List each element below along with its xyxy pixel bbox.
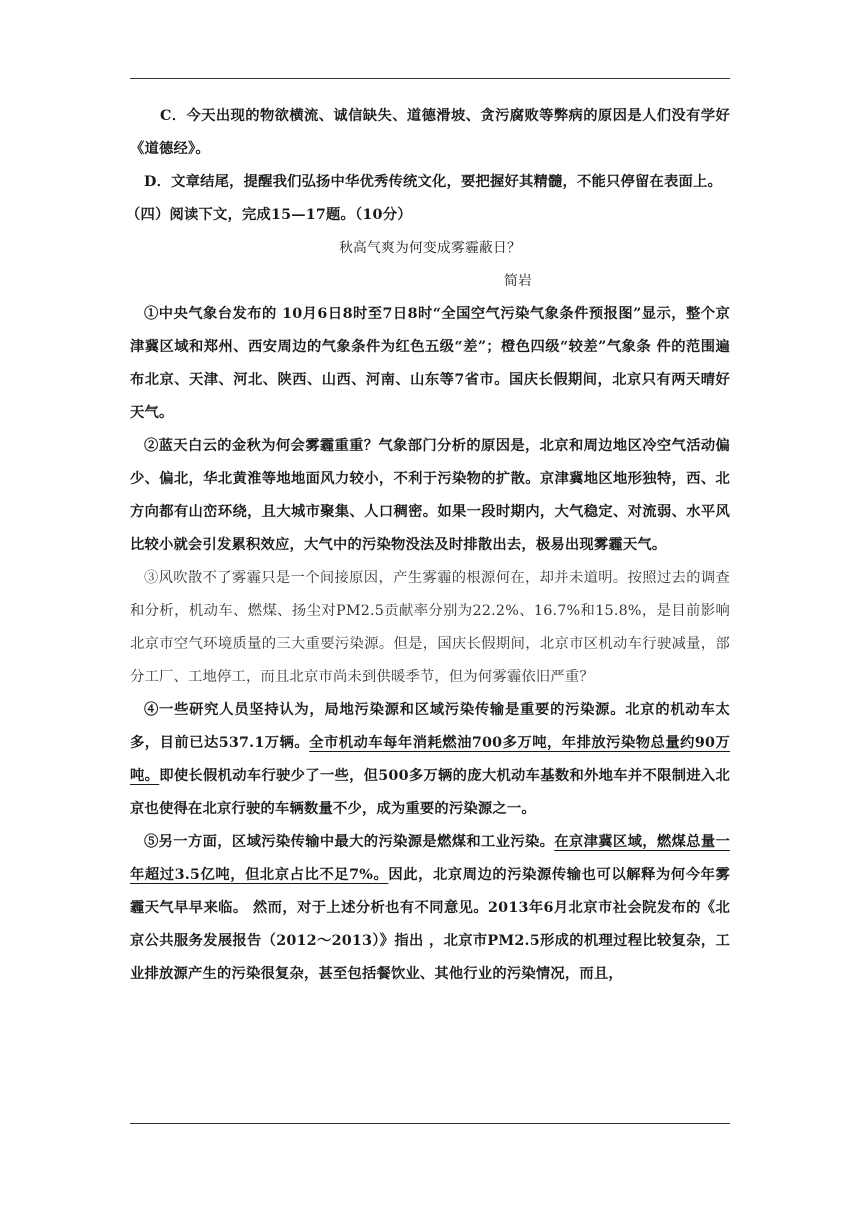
option-c: C．今天出现的物欲横流、诚信缺失、道德滑坡、贪污腐败等弊病的原因是人们没有学好《道德经》。	[130, 108, 730, 157]
paragraph-4-underlined: 全市机动车每年消耗燃油700多万吨，年排放污染物总量约90万吨。	[130, 735, 730, 784]
paragraph-1: ①中央气象台发布的 10月6日8时至7日8时“全国空气污染气象条件预报图”显示，整个京津冀区域和郑州、西安周边的气象条件为红色五级“差”；橙色四级“较差”气象条 件的范围遍布北京、天津、河北、陕西、山西、河南、山东等7省市。国庆长假期间，北京只有两天晴好天气。	[130, 306, 730, 421]
option-d: D．文章结尾，提醒我们弘扬中华优秀传统文化，要把握好其精髓，不能只停留在表面上。	[144, 174, 722, 190]
article-title: 秋高气爽为何变成雾霾蔽日？	[339, 240, 521, 256]
section-heading: （四）阅读下文，完成15—17题。（10分）	[126, 207, 412, 223]
footer-rule	[130, 1123, 730, 1124]
page-content	[126, 100, 731, 991]
article-author: 简岩	[504, 273, 532, 289]
paragraph-5-text-c: 然而，对于上述分析也有不同意见。2013年6月北京市社会院发布的《北京公共服务发展报告（2012～2013）》指出 ，北京市PM2.5形成的机理过程比较复杂，工业排放源产生的污染很复杂，甚至包括餐饮业、其他行业的污染情况，而且，	[130, 900, 730, 982]
paragraph-5	[130, 826, 730, 991]
paragraph-5-text-a: ⑤另一方面，区域污染传输中最大的污染源是燃煤和工业污染。	[144, 834, 555, 850]
paragraph-5-text-b: 因此，北京周边的污染源传输也可以解释为何今年雾霾天气早早来临。	[130, 867, 730, 916]
paragraph-5-underlined: 在京津冀区域，燃煤总量一年超过3.5亿吨，但北京占比不足7%。	[130, 834, 730, 883]
header-rule	[130, 78, 730, 79]
paragraph-4	[130, 694, 730, 826]
paragraph-2: ②蓝天白云的金秋为何会雾霾重重？气象部门分析的原因是，北京和周边地区冷空气活动偏少、偏北，华北黄淮等地地面风力较小，不利于污染物的扩散。京津冀地区地形独特，西、北方向都有山峦环绕，且大城市聚集、人口稠密。如果一段时期内，大气稳定、对流弱、水平风比较小就会引发累积效应，大气中的污染物没法及时排散出去，极易出现雾霾天气。	[130, 438, 730, 553]
paragraph-4-text-a: ④一些研究人员坚持认为，局地污染源和区域污染传输是重要的污染源。北京的机动车太多，目前已达537.1万辆。	[130, 702, 730, 751]
paragraph-4-text-b: 即使长假机动车行驶少了一些，但500多万辆的庞大机动车基数和外地车并不限制进入北京也使得在北京行驶的车辆数量不少，成为重要的污染源之一。	[130, 768, 731, 817]
paragraph-3: ③风吹散不了雾霾只是一个间接原因，产生雾霾的根源何在，却并未道明。按照过去的调查和分析，机动车、燃煤、扬尘对PM2.5贡献率分别为22.2%、16.7%和15.8%，是目前影响北京市空气环境质量的三大重要污染源。但是，国庆长假期间，北京市区机动车行驶减量，部分工厂、工地停工，而且北京市尚未到供暖季节，但为何雾霾依旧严重？	[130, 570, 730, 685]
